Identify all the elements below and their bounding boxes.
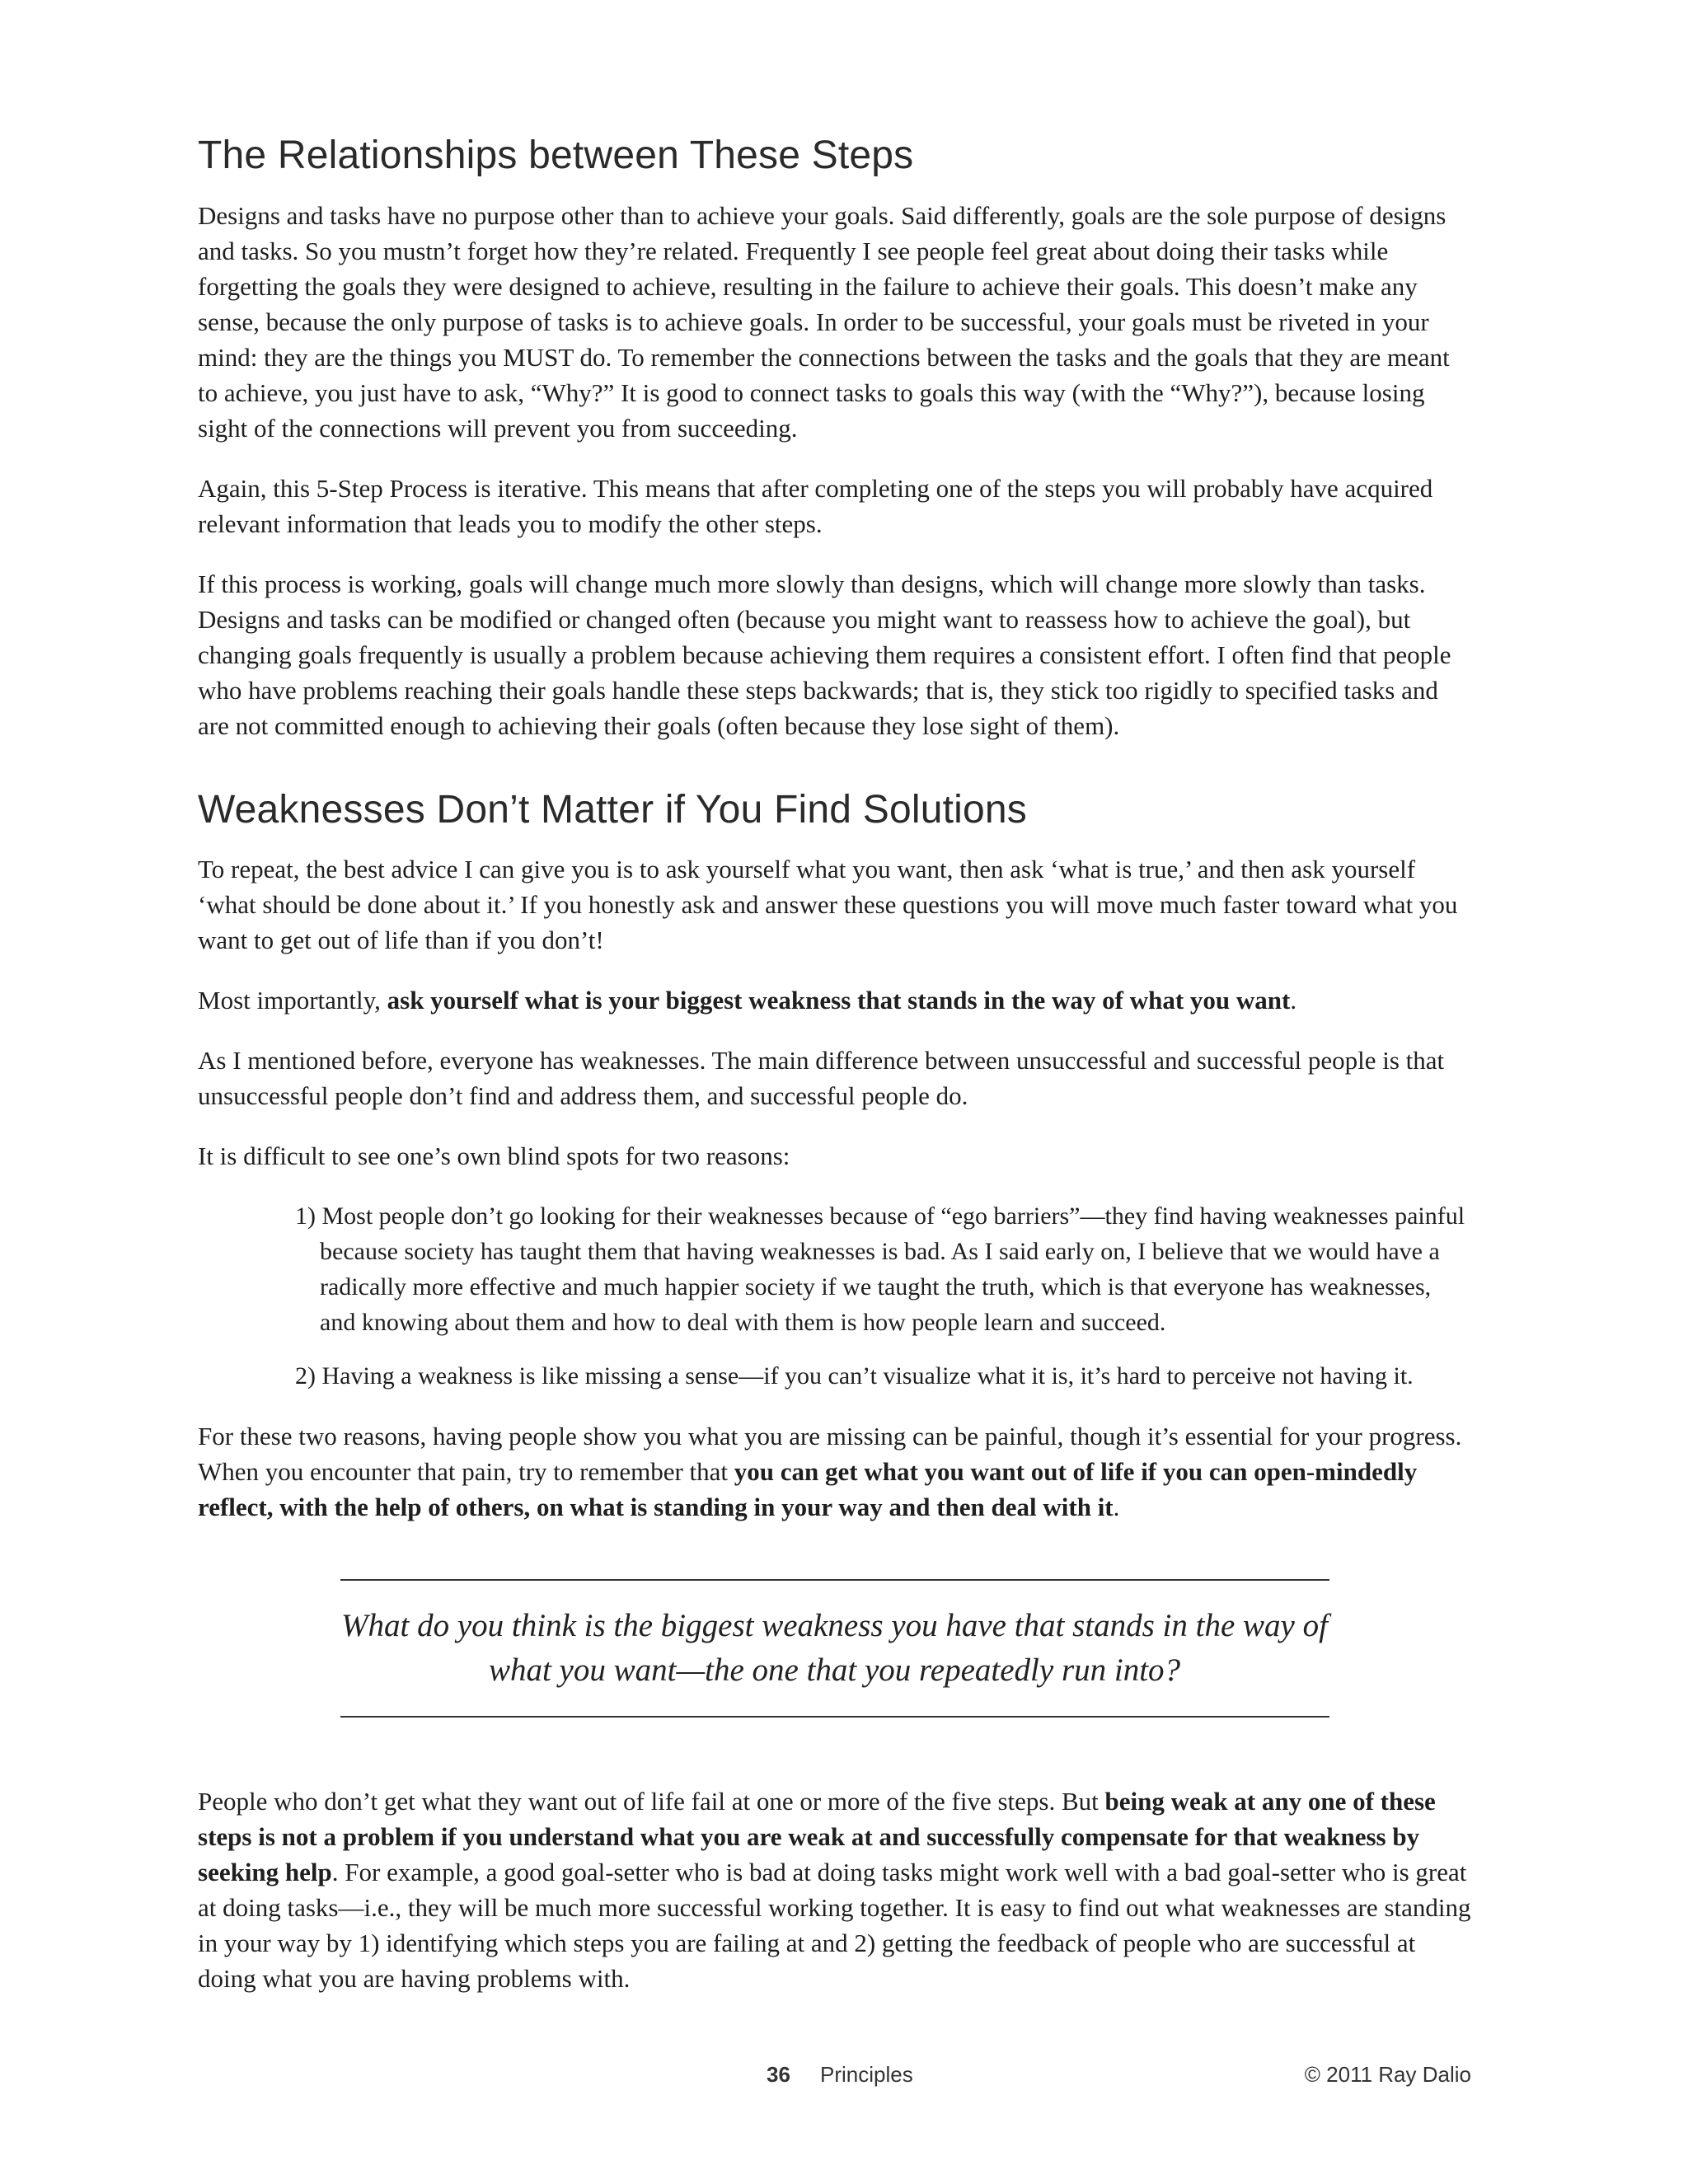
paragraph-most-importantly bbox=[198, 982, 1471, 1018]
section-heading-relationships: The Relationships between These Steps bbox=[198, 134, 914, 177]
bold-emphasis: being weak at any one of these steps is not a problem if you understand what you are weak at and successfully compensate for that weakness by seeking help bbox=[198, 1787, 1436, 1887]
bold-emphasis: you can get what you want out of life if you can open-mindedly reflect, with the help of others, on what is standing in your way and then deal with it bbox=[198, 1457, 1418, 1522]
paragraph-two-reasons bbox=[198, 1418, 1471, 1525]
paragraph-blind-spots: It is difficult to see one’s own blind spots for two reasons: bbox=[198, 1141, 790, 1171]
paragraph-everyone-weaknesses: As I mentioned before, everyone has weaknesses. The main difference between unsuccessful and successful people is that unsuccessful people don’t find and address them, and successful people do. bbox=[198, 1046, 1445, 1111]
pull-quote-text: What do you think is the biggest weakness you have that stands in the way of what you want—the one that you repeatedly run into? bbox=[341, 1608, 1328, 1689]
pull-quote bbox=[340, 1579, 1329, 1718]
text-tail: . For example, a good goal-setter who is bad at doing tasks might work well with a bad goal-setter who is great at doing tasks—i.e., they will be much more successful working together. It is easy to find out what weaknesses are standing in your way by 1) identifying which steps you are failing at and 2) getting the feedback of people who are successful at doing what you are having problems with. bbox=[198, 1858, 1471, 1994]
document-page bbox=[198, 132, 1471, 2021]
section-heading-weaknesses: Weaknesses Don’t Matter if You Find Solutions bbox=[198, 787, 1027, 832]
page-number: 36 bbox=[767, 2062, 790, 2087]
paragraph-designs-tasks: Designs and tasks have no purpose other than to achieve your goals. Said differently, goals are the sole purpose of designs and tasks. So you mustn’t forget how they’re related. Frequently I see people feel great about doing their tasks while forgetting the goals they were designed to achieve, resulting in the failure to achieve their goals. This doesn’t make any sense, because the only purpose of tasks is to achieve goals. In order to be successful, your goals must be riveted in your mind: they are the things you MUST do. To remember the connections between the tasks and the goals that they are meant to achieve, you just have to ask, “Why?” It is good to connect tasks to goals this way (with the “Why?”), because losing sight of the connections will prevent you from succeeding. bbox=[198, 200, 1450, 443]
paragraph-iterative: Again, this 5-Step Process is iterative. This means that after completing one of the steps you will probably have acquired relevant information that leads you to modify the other steps. bbox=[198, 473, 1433, 538]
copyright-notice: © 2011 Ray Dalio bbox=[1304, 2062, 1471, 2087]
paragraph-process-working: If this process is working, goals will change much more slowly than designs, which will change more slowly than tasks. Designs and tasks can be modified or changed often (because you might want to reassess how to achieve the goal), but changing goals frequently is usually a problem because achieving them requires a consistent effort. I often find that people who have problems reaching their goals handle these steps backwards; that is, they stick too rigidly to specified tasks and are not committed enough to achieving their goals (often because they lose sight of them). bbox=[198, 569, 1451, 740]
text-lead: For these two reasons, having people show you what you are missing can be painful, though it’s essential for your progress. When you encounter that pain, try to remember that bbox=[198, 1422, 1462, 1487]
bold-emphasis: ask yourself what is your biggest weakness that stands in the way of what you want bbox=[387, 986, 1291, 1015]
list-item: 2) Having a weakness is like missing a sense—if you can’t visualize what it is, it’s hard to perceive not having it. bbox=[295, 1362, 1414, 1390]
reasons-list bbox=[198, 1198, 1471, 1394]
text-tail: . bbox=[1113, 1493, 1120, 1522]
text-lead: Most importantly, bbox=[198, 986, 387, 1015]
page-footer bbox=[198, 2062, 1471, 2095]
text-lead: People who don’t get what they want out of life fail at one or more of the five steps. But bbox=[198, 1787, 1105, 1816]
list-item: 1) Most people don’t go looking for their weaknesses because of “ego barriers”—they find having weaknesses painful because society has taught them that having weaknesses is bad. As I said early on, I believe that we would have a radically more effective and much happier society if we taught the truth, which is that everyone has weaknesses, and knowing about them and how to deal with them is how people learn and succeed. bbox=[295, 1202, 1465, 1337]
paragraph-best-advice: To repeat, the best advice I can give you is to ask yourself what you want, then ask ‘what is true,’ and then ask yourself ‘what should be done about it.’ If you honestly ask and answer these questions you will move much faster toward what you want to get out of life than if you don’t! bbox=[198, 855, 1458, 955]
text-tail: . bbox=[1290, 986, 1297, 1015]
paragraph-five-steps bbox=[198, 1783, 1471, 1996]
book-title: Principles bbox=[820, 2062, 913, 2087]
